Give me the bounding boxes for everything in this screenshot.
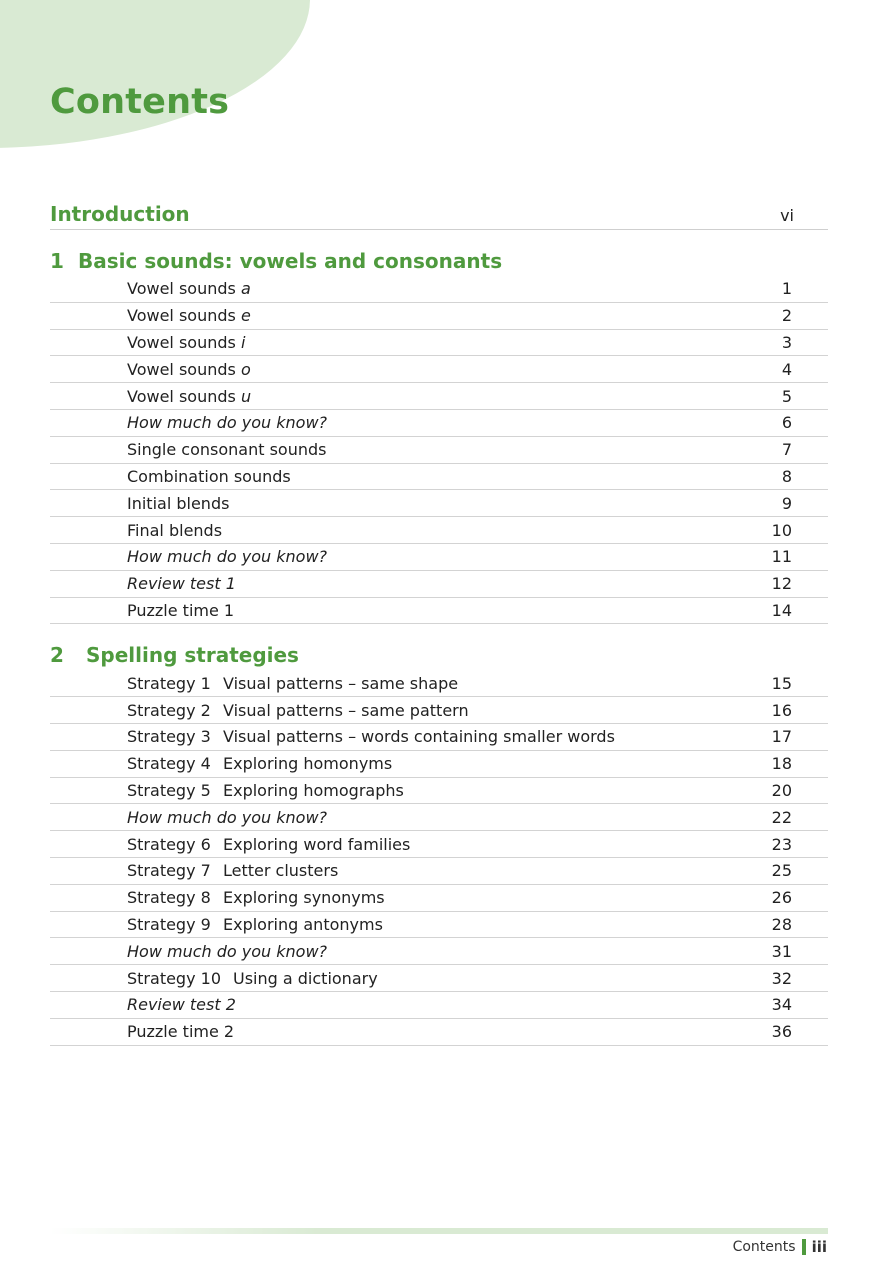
section-2	[50, 624, 828, 1045]
toc-entry[interactable]	[50, 831, 828, 858]
page-title: Contents	[50, 82, 230, 122]
toc-entry[interactable]	[50, 697, 828, 724]
entry-text: Vowel sounds	[127, 306, 241, 326]
toc-entry[interactable]	[50, 751, 828, 778]
entry-text: Using a dictionary	[233, 968, 378, 988]
page-number: iii	[811, 1238, 827, 1256]
toc-entry[interactable]	[50, 383, 828, 410]
strategy-number: Strategy 5	[127, 780, 211, 800]
toc-entry[interactable]	[50, 965, 828, 992]
entry-text: Exploring word families	[223, 834, 411, 854]
toc-entry[interactable]	[50, 1019, 828, 1046]
strategy-number: Strategy 2	[127, 700, 211, 720]
entry-page: 34	[771, 995, 792, 1015]
entry-page: 6	[781, 413, 792, 433]
toc-entry[interactable]	[50, 724, 828, 751]
footer-label: Contents	[732, 1239, 796, 1255]
entry-text: How much do you know?	[127, 547, 328, 567]
entry-text: How much do you know?	[127, 413, 328, 433]
entry-text: Visual patterns – words containing smaller words	[223, 727, 615, 747]
entry-label	[50, 521, 732, 540]
entry-text: Vowel sounds	[127, 279, 241, 299]
entry-page: 10	[771, 520, 792, 540]
entry-page: 3	[781, 332, 792, 352]
entry-label	[50, 835, 732, 854]
entry-label	[50, 279, 732, 298]
toc-entry[interactable]	[50, 598, 828, 625]
entry-page: 23	[771, 834, 792, 854]
entry-text: Review test 1	[127, 574, 236, 594]
entry-page: 25	[771, 861, 792, 881]
strategy-number: Strategy 6	[127, 834, 211, 854]
entry-text: Vowel sounds	[127, 359, 241, 379]
entry-text: Vowel sounds	[127, 386, 241, 406]
vowel-letter: i	[240, 332, 246, 352]
section-number: 1	[50, 249, 64, 273]
vowel-letter: u	[240, 386, 252, 406]
entry-page: 18	[771, 754, 792, 774]
entry-label	[50, 754, 732, 773]
toc-entry[interactable]	[50, 303, 828, 330]
toc-entry[interactable]	[50, 517, 828, 544]
entry-page: 17	[771, 727, 792, 747]
entry-page: 5	[781, 386, 792, 406]
entry-text: Exploring homographs	[223, 780, 404, 800]
strategy-number: Strategy 3	[127, 727, 211, 747]
toc-entry[interactable]	[50, 858, 828, 885]
introduction-title: Introduction	[50, 202, 190, 226]
entry-label	[50, 547, 732, 566]
entry-label	[50, 360, 732, 379]
entry-label	[50, 494, 732, 513]
strategy-number: Strategy 4	[127, 754, 211, 774]
entry-text: Initial blends	[127, 493, 230, 513]
vowel-letter: a	[240, 279, 251, 299]
entry-label	[50, 701, 732, 720]
entry-page: 22	[771, 807, 792, 827]
entry-page: 26	[771, 888, 792, 908]
strategy-number: Strategy 7	[127, 861, 211, 881]
section-title: Basic sounds: vowels and consonants	[78, 249, 503, 273]
sections	[50, 230, 828, 1046]
entry-text: Review test 2	[127, 995, 236, 1015]
entry-label	[50, 969, 732, 988]
entry-label	[50, 942, 732, 961]
page-footer	[733, 1238, 827, 1256]
toc-entry[interactable]	[50, 804, 828, 831]
section-title: Spelling strategies	[86, 643, 299, 668]
introduction-row[interactable]	[50, 198, 828, 230]
toc-entry[interactable]	[50, 330, 828, 357]
strategy-number: Strategy 10	[127, 968, 221, 988]
section-heading[interactable]	[50, 624, 828, 670]
entry-text: Combination sounds	[127, 466, 291, 486]
section-1	[50, 230, 828, 624]
entry-page: 15	[771, 673, 792, 693]
entry-text: Exploring antonyms	[223, 914, 383, 934]
toc-entry[interactable]	[50, 437, 828, 464]
entry-page: 12	[771, 574, 792, 594]
footer-bar	[50, 1228, 828, 1234]
toc-entry[interactable]	[50, 490, 828, 517]
entry-label	[50, 387, 732, 406]
entry-label	[50, 674, 732, 693]
entry-page: 14	[771, 600, 792, 620]
entry-page: 8	[781, 466, 792, 486]
entry-label	[50, 995, 732, 1014]
entry-page: 2	[781, 306, 792, 326]
entry-label	[50, 808, 732, 827]
entry-page: 16	[771, 700, 792, 720]
toc-entry[interactable]	[50, 992, 828, 1019]
entry-label	[50, 861, 732, 880]
strategy-number: Strategy 9	[127, 914, 211, 934]
entry-page: 1	[781, 279, 792, 299]
entry-label	[50, 601, 732, 620]
toc-entry[interactable]	[50, 670, 828, 697]
entry-page: 36	[771, 1022, 792, 1042]
entry-text: How much do you know?	[127, 807, 328, 827]
toc-entry[interactable]	[50, 544, 828, 571]
footer-divider	[802, 1239, 806, 1255]
entry-text: Puzzle time 1	[127, 600, 235, 620]
entry-page: 32	[771, 968, 792, 988]
entry-label	[50, 333, 732, 352]
entry-label	[50, 306, 732, 325]
toc-entry[interactable]	[50, 356, 828, 383]
toc-entry[interactable]	[50, 464, 828, 491]
toc-entry[interactable]	[50, 885, 828, 912]
strategy-number: Strategy 1	[127, 673, 211, 693]
vowel-letter: o	[240, 359, 251, 379]
entry-page: 20	[771, 780, 792, 800]
entry-label	[50, 888, 732, 907]
entry-text: Vowel sounds	[127, 332, 241, 352]
entry-label	[50, 413, 732, 432]
toc-entry[interactable]	[50, 938, 828, 965]
entry-label	[50, 781, 732, 800]
corner-decoration	[0, 0, 310, 148]
entry-label	[50, 727, 732, 746]
entry-page: 4	[781, 359, 792, 379]
entry-text: Single consonant sounds	[127, 440, 327, 460]
entry-text: Visual patterns – same pattern	[223, 700, 469, 720]
entry-page: 9	[781, 493, 792, 513]
entry-text: Final blends	[127, 520, 223, 540]
strategy-number: Strategy 8	[127, 888, 211, 908]
section-heading[interactable]	[50, 230, 828, 276]
vowel-letter: e	[240, 306, 251, 326]
entry-page: 28	[771, 914, 792, 934]
entry-text: Puzzle time 2	[127, 1022, 235, 1042]
entry-label	[50, 1022, 732, 1041]
entry-label	[50, 467, 732, 486]
toc-entry[interactable]	[50, 571, 828, 598]
introduction-page: vi	[780, 206, 794, 225]
toc-entry[interactable]	[50, 778, 828, 805]
toc-entry[interactable]	[50, 276, 828, 303]
entry-text: Exploring homonyms	[223, 754, 393, 774]
entry-page: 31	[771, 941, 792, 961]
table-of-contents	[50, 198, 828, 1046]
entry-text: How much do you know?	[127, 941, 328, 961]
entry-page: 11	[771, 547, 792, 567]
entry-text: Exploring synonyms	[223, 888, 385, 908]
entry-text: Visual patterns – same shape	[223, 673, 459, 693]
entry-page: 7	[781, 440, 792, 460]
toc-entry[interactable]	[50, 912, 828, 939]
section-number: 2	[50, 643, 64, 668]
toc-entry[interactable]	[50, 410, 828, 437]
entry-text: Letter clusters	[223, 861, 339, 881]
entry-label	[50, 915, 732, 934]
entry-label	[50, 574, 732, 593]
entry-label	[50, 440, 732, 459]
